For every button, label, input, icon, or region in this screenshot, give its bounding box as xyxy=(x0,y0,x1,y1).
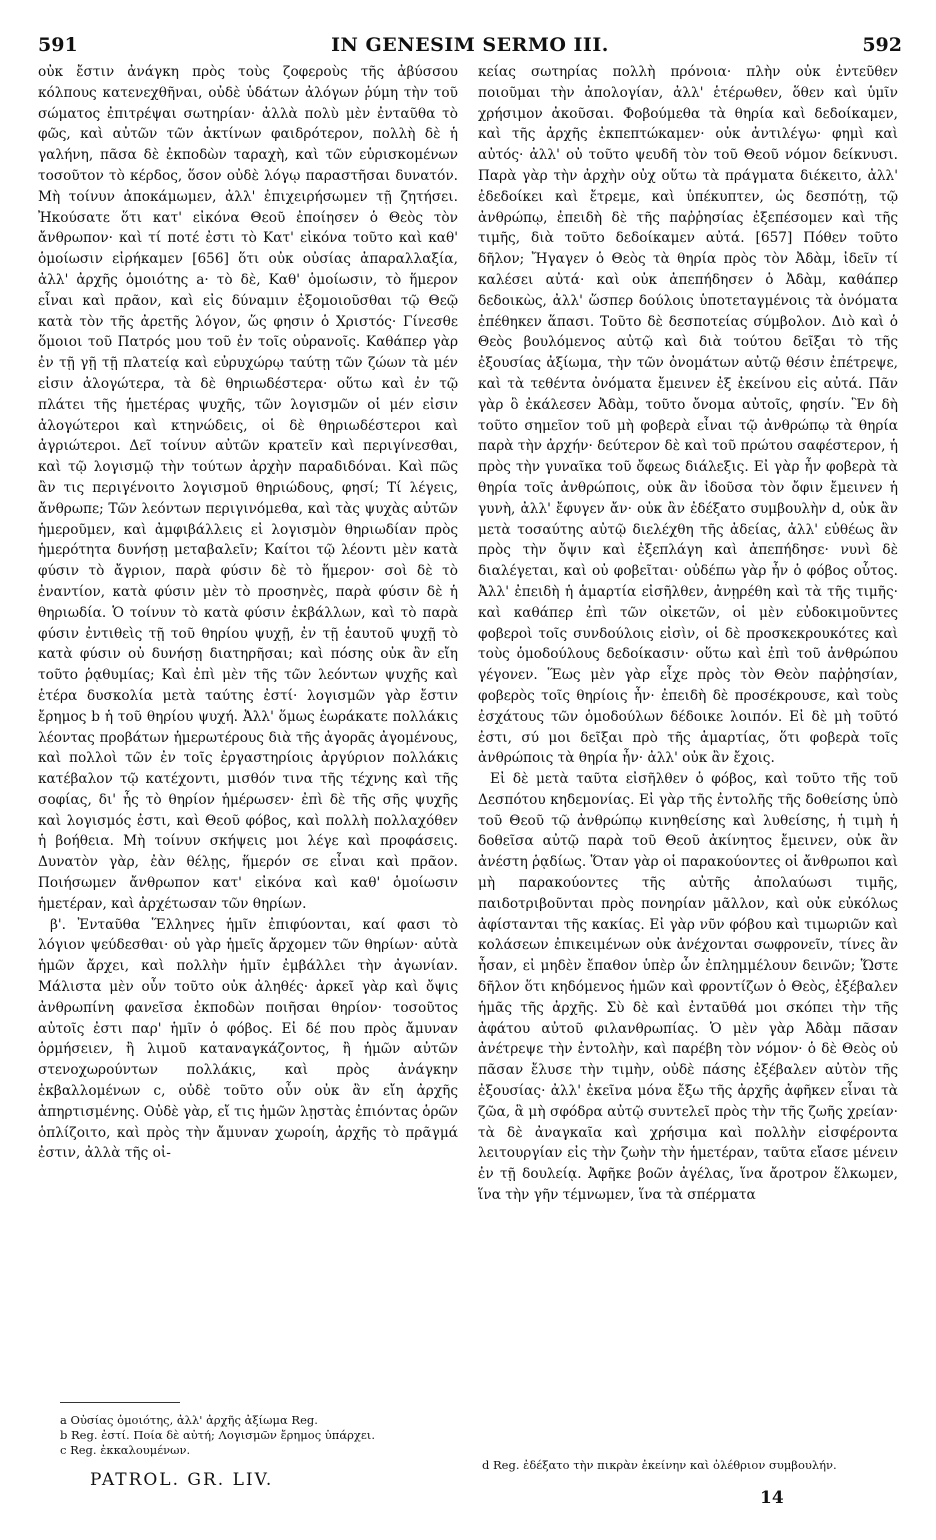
footnotes-left xyxy=(60,1413,460,1458)
left-column xyxy=(38,62,458,1390)
page-number-left: 591 xyxy=(38,34,78,56)
right-column xyxy=(478,62,898,1450)
left-paragraph-1: οὐκ ἔστιν ἀνάγκη πρὸς τοὺς ζοφεροὺς τῆς ἀβύσσου κόλπους κατενεχθῆναι, οὐδὲ ὑδάτων ἀλόγων ῥύμη τὴν τοῦ σώματος ἐπιτρέψαι σωτηρίαν· ἀλλὰ πολὺ μὲν ἐνταῦθα τὸ φῶς, καὶ αὐτῶν τῶν ἀκτίνων φαιδρότερον, πολλὴ δὲ ἡ γαλήνη, πᾶσα δὲ ἐκποδὼν ταραχὴ, καὶ τῶν εὑρισκομένων τοσοῦτον τὸ κέρδος, ὅσον οὐδὲ λόγῳ παραστῆσαι δυνατόν. Μὴ τοίνυν ἀποκάμωμεν, ἀλλ' ἐπιχειρήσωμεν τῇ ζητήσει. Ἠκούσατε ὅτι κατ' εἰκόνα Θεοῦ ἐποίησεν ὁ Θεὸς τὸν ἄνθρωπον· καὶ τί ποτέ ἐστι τὸ Κατ' εἰκόνα τοῦτο καὶ καθ' ὁμοίωσιν εἰρήκαμεν [656] ὅτι οὐκ οὐσίας ἀπαραλλαξία, ἀλλ' ἀρχῆς ὁμοιότης a· τὸ δὲ, Καθ' ὁμοίωσιν, τὸ ἥμερον εἶναι καὶ πρᾶον, καὶ εἰς δύναμιν ἐξομοιοῦσθαι τῷ Θεῷ κατὰ τὸν τῆς ἀρετῆς λόγον, ὥς φησιν ὁ Χριστός· Γίνεσθε ὅμοιοι τοῦ Πατρός μου τοῦ ἐν τοῖς οὐρανοῖς. Καθάπερ γὰρ ἐν τῇ γῇ τῇ πλατείᾳ καὶ εὐρυχώρῳ ταύτῃ τῶν ζώων τὰ μέν εἰσιν ἀλογώτερα, τὰ δὲ θηριωδέστερα· οὕτω καὶ ἐν τῷ πλάτει τῆς ἡμετέρας ψυχῆς, τῶν λογισμῶν οἱ μέν εἰσιν ἀλογώτεροι καὶ κτηνώδεις, οἱ δὲ θηριωδέστεροι καὶ ἀγριώτεροι. Δεῖ τοίνυν αὐτῶν κρατεῖν καὶ περιγίνεσθαι, καὶ τῷ λογισμῷ τὴν τούτων ἀρχὴν παραδιδόναι. Καὶ πῶς ἂν τις περιγένοιτο λογισμοῦ θηριώδους, φησί; Τί λέγεις, ἄνθρωπε; Τῶν λεόντων περιγινόμεθα, καὶ τὰς ψυχὰς αὐτῶν ἡμεροῦμεν, καὶ ἀμφιβάλλεις εἰ λογισμὸν θηριωδίαν πρὸς ἡμερότητα δυνήσῃ μεταβαλεῖν; Καίτοι τῷ λέοντι μὲν κατὰ φύσιν τὸ ἄγριον, παρὰ φύσιν δὲ τὸ ἥμερον· σοὶ δὲ τὸ ἐναντίον, κατὰ φύσιν μὲν τὸ προσηνὲς, παρὰ φύσιν δὲ ἡ θηριωδία. Ὁ τοίνυν τὸ κατὰ φύσιν ἐκβάλλων, καὶ τὸ παρὰ φύσιν ἐντιθεὶς τῇ τοῦ θηρίου ψυχῇ, ἐν τῇ ἑαυτοῦ ψυχῇ τὸ κατὰ φύσιν οὐ δυνήσῃ διατηρῆσαι; καὶ πόσης οὐκ ἂν εἴη τοῦτο ῥᾳθυμίας; Καὶ ἐπὶ μὲν τῆς τῶν λεόντων ψυχῆς καὶ ἑτέρα δυσκολία μετὰ ταύτης ἐστί· λογισμῶν γὰρ ἔστιν ἔρημος b ἡ τοῦ θηρίου ψυχή. Ἀλλ' ὅμως ἑωράκατε πολλάκις λέοντας προβάτων ἡμερωτέρους διὰ τῆς ἀγορᾶς ἀγομένους, καὶ πολλοὶ τῶν ἐν τοῖς ἐργαστηρίοις ἀργύριον πολλάκις κατέβαλον τῷ κατέχοντι, μισθόν τινα τῆς τέχνης καὶ τῆς σοφίας, δι' ἧς τὸ θηρίον ἡμέρωσεν· ἐπὶ δὲ τῆς σῆς ψυχῆς καὶ λογισμός ἐστι, καὶ Θεοῦ φόβος, καὶ πολλὴ πολλαχόθεν ἡ βοήθεια. Μὴ τοίνυν σκήψεις μοι λέγε καὶ προφάσεις. Δυνατὸν γὰρ, ἐὰν θέλῃς, ἥμερόν σε εἶναι καὶ πρᾶον. Ποιήσωμεν ἄνθρωπον κατ' εἰκόνα καὶ καθ' ὁμοίωσιν ἡμετέραν, καὶ ἀρχέτωσαν τῶν θηρίων. xyxy=(38,64,458,912)
sheet-number: 14 xyxy=(760,1488,784,1508)
signature-mark: PATROL. GR. LIV. xyxy=(90,1470,274,1490)
right-paragraph-2: Εἰ δὲ μετὰ ταῦτα εἰσῆλθεν ὁ φόβος, καὶ τοῦτο τῆς τοῦ Δεσπότου κηδεμονίας. Εἰ γὰρ τῆς ἐντολῆς τῆς δοθείσης ὑπὸ τοῦ Θεοῦ τῷ ἀνθρώπῳ κινηθείσης καὶ λυθείσης, ἡ τιμὴ ἡ δοθεῖσα αὐτῷ παρὰ τοῦ Θεοῦ ἀκίνητος ἔμεινεν, οὐκ ἂν ἀνέστη ῥᾳδίως. Ὅταν γὰρ οἱ παρακούοντες οἱ ἄνθρωποι καὶ μὴ παρακούοντες τῆς αὐτῆς ἀπολαύωσι τιμῆς, παιδοτριβοῦνται πρὸς πονηρίαν μᾶλλον, καὶ οὐκ εὐκόλως ἀφίστανται τῆς κακίας. Εἰ γὰρ νῦν φόβου καὶ τιμωριῶν καὶ κολάσεων ἐπικειμένων οὐκ ἀνέχονται σωφρονεῖν, τίνες ἂν ἦσαν, εἰ μηδὲν ἔπαθον ὑπὲρ ὧν ἐπλημμέλουν δεινῶν; Ὥστε δῆλον ὅτι κηδόμενος ἡμῶν καὶ φροντίζων ὁ Θεὸς, ἐξέβαλεν ἡμᾶς τῆς ἀρχῆς. Σὺ δὲ καὶ ἐνταῦθά μοι σκόπει τὴν τῆς ἀφάτου αὐτοῦ φιλανθρωπίας. Ὁ μὲν γὰρ Ἀδὰμ πᾶσαν ἀνέτρεψε τὴν ἐντολὴν, καὶ παρέβη τὸν νόμον· ὁ δὲ Θεὸς οὐ πᾶσαν ἔλυσε τὴν τιμὴν, οὐδὲ πάσης ἐξέβαλεν αὐτὸν τῆς ἐξουσίας· ἀλλ' ἐκεῖνα μόνα ἔξω τῆς ἀρχῆς ἀφῆκεν εἶναι τὰ ζῶα, ἃ μὴ σφόδρα αὐτῷ συντελεῖ πρὸς τὴν τῆς ζωῆς χρείαν· τὰ δὲ ἀναγκαῖα καὶ χρήσιμα καὶ πολλὴν εἰσφέροντα λειτουργίαν εἰς τὴν ζωὴν τὴν ἡμετέραν, ταῦτα εἴασε μένειν ἐν τῇ δουλείᾳ. Ἀφῆκε βοῶν ἀγέλας, ἵνα ἄροτρον ἕλκωμεν, ἵνα τὴν γῆν τέμνωμεν, ἵνα τὰ σπέρματα xyxy=(478,771,898,1204)
footnote-a: a Οὐσίας ὁμοιότης, ἀλλ' ἀρχῆς ἀξίωμα Reg. xyxy=(60,1413,318,1427)
page-number-right: 592 xyxy=(862,34,902,56)
page-header xyxy=(38,34,902,58)
footnote-c: c Reg. ἐκκαλουμένων. xyxy=(60,1443,191,1457)
footnote-b: b Reg. ἐστί. Ποία δὲ αὐτή; Λογισμῶν ἔρημος ὑπάρχει. xyxy=(60,1428,375,1442)
left-paragraph-2: β'. Ἐνταῦθα Ἕλληνες ἡμῖν ἐπιφύονται, καί φασι τὸ λόγιον ψεύδεσθαι· οὐ γὰρ ἡμεῖς ἄρχομεν τῶν θηρίων· αὐτὰ ἡμῶν ἄρχει, καὶ πολλὴν ἡμῖν ἐμβάλλει τὴν ἀγωνίαν. Μάλιστα μὲν οὖν τοῦτο οὐκ ἀληθές· ἀρκεῖ γὰρ καὶ ὄψις ἀνθρωπίνη φανεῖσα ἐκποδὼν ποιῆσαι θηρίον· τοσοῦτος αὐτοῖς ἐστι παρ' ἡμῖν ὁ φόβος. Εἰ δέ που πρὸς ἄμυναν ὁρμήσειεν, ἢ λιμοῦ καταναγκάζοντος, ἢ ἡμῶν αὐτῶν στενοχωρούντων πολλάκις, καὶ πρὸς ἀνάγκην ἐκβαλλομένων c, οὐδὲ τοῦτο οὖν οὐκ ἂν εἴη ἀρχῆς ἀπηρτισμένης. Οὐδὲ γὰρ, εἴ τις ἡμῶν λῃστὰς ἐπιόντας ὁρῶν ὁπλίζοιτο, καὶ πρὸς τὴν ἄμυναν χωροίη, ἀρχῆς τὸ πρᾶγμά ἐστιν, ἀλλὰ τῆς οἰ- xyxy=(38,916,458,1162)
footnote-d: d Reg. ἐδέξατο τὴν πικρὰν ἐκείνην καὶ ὀλέθριον συμβουλήν. xyxy=(482,1458,837,1472)
footnote-divider xyxy=(60,1402,180,1403)
running-title: IN GENESIM SERMO III. xyxy=(331,34,609,56)
right-paragraph-1: κείας σωτηρίας πολλὴ πρόνοια· πλὴν οὐκ ἐντεῦθεν ποιοῦμαι τὴν ἀπολογίαν, ἀλλ' ἑτέρωθεν, ὅθεν καὶ ὑμῖν χρήσιμον ἀκοῦσαι. Φοβούμεθα τὰ θηρία καὶ δεδοίκαμεν, καὶ τῆς ἀρχῆς ἐκπεπτώκαμεν· οὐκ ἀντιλέγω· φημὶ καὶ αὐτός· ἀλλ' οὐ τοῦτο ψευδῆ τὸν τοῦ Θεοῦ νόμον δείκνυσι. Παρὰ γὰρ τὴν ἀρχὴν οὐχ οὕτω τὰ πράγματα διέκειτο, ἀλλ' ἐδεδοίκει καὶ ἔτρεμε, καὶ ὑπέκυπτεν, ὡς δεσπότῃ, τῷ ἀνθρώπῳ, ἐπειδὴ δὲ τῆς παῤῥησίας ἐξεπέσομεν καὶ τῆς τιμῆς, διὰ τοῦτο δεδοίκαμεν αὐτά. [657] Πόθεν τοῦτο δῆλον; Ἤγαγεν ὁ Θεὸς τὰ θηρία πρὸς τὸν Ἀδὰμ, ἰδεῖν τί καλέσει αὐτά· καὶ οὐκ ἀπεπήδησεν ὁ Ἀδὰμ, καθάπερ δεδοικὼς, ἀλλ' ὥσπερ δούλοις ὑποτεταγμένοις τὰ ὀνόματα ἐπέθηκεν ἅπασι. Τοῦτο δὲ δεσποτείας σύμβολον. Διὸ καὶ ὁ Θεὸς βουλόμενος αὐτῷ καὶ διὰ τούτου δεῖξαι τὸ τῆς ἐξουσίας ἀξίωμα, τὴν τῶν ὀνομάτων αὐτῷ θέσιν ἐπέτρεψε, καὶ τὰ τεθέντα ὀνόματα ἔμεινεν ἐξ ἐκείνου εἰς αὐτά. Πᾶν γὰρ ὃ ἐκάλεσεν Ἀδὰμ, τοῦτο ὄνομα αὐτοῖς, φησίν. Ἓν δὴ τοῦτο σημεῖον τοῦ μὴ φοβερὰ εἶναι τῷ ἀνθρώπῳ τὰ θηρία παρὰ τὴν ἀρχήν· δεύτερον δὲ καὶ τοῦ πρώτου σαφέστερον, ἡ πρὸς τὴν γυναῖκα τοῦ ὄφεως διάλεξις. Εἰ γὰρ ἦν φοβερὰ τὰ θηρία τοῖς ἀνθρώποις, οὐκ ἂν ἰδοῦσα τὸν ὄφιν ἔμεινεν ἡ γυνὴ, ἀλλ' ἔφυγεν ἄν· οὐκ ἂν ἐδέξατο συμβουλὴν d, οὐκ ἂν μετὰ τοσαύτης αὐτῷ διελέχθη τῆς ἀδείας, ἀλλ' εὐθέως ἂν πρὸς τὴν ὄψιν καὶ ἐξεπλάγη καὶ ἀπεπήδησε· νυνὶ δὲ διαλέγεται, καὶ οὐ φοβεῖται· οὐδέπω γὰρ ἦν ὁ φόβος οὗτος. Ἀλλ' ἐπειδὴ ἡ ἁμαρτία εἰσῆλθεν, ἀνῃρέθη καὶ τὰ τῆς τιμῆς· καὶ καθάπερ ἐπὶ τῶν οἰκετῶν, οἱ μὲν εὐδοκιμοῦντες φοβεροὶ τοῖς συνδούλοις εἰσὶν, οἱ δὲ προσκεκρουκότες καὶ τοὺς ὁμοδούλους δεδοίκασιν· οὕτω καὶ ἐπὶ τοῦ ἀνθρώπου γέγονεν. Ἕως μὲν γὰρ εἶχε πρὸς τὸν Θεὸν παῤῥησίαν, φοβερὸς τοῖς θηρίοις ἦν· ἐπειδὴ δὲ προσέκρουσε, καὶ τοὺς ἐσχάτους τῶν ὁμοδούλων δέδοικε λοιπόν. Εἰ δὲ μὴ τοῦτό ἐστι, σύ μοι δεῖξαι πρὸ τῆς ἁμαρτίας, ὅτι φοβερὰ τοῖς ἀνθρώποις τὰ θηρία ἦν· ἀλλ' οὐκ ἂν ἔχοις. xyxy=(478,64,898,767)
